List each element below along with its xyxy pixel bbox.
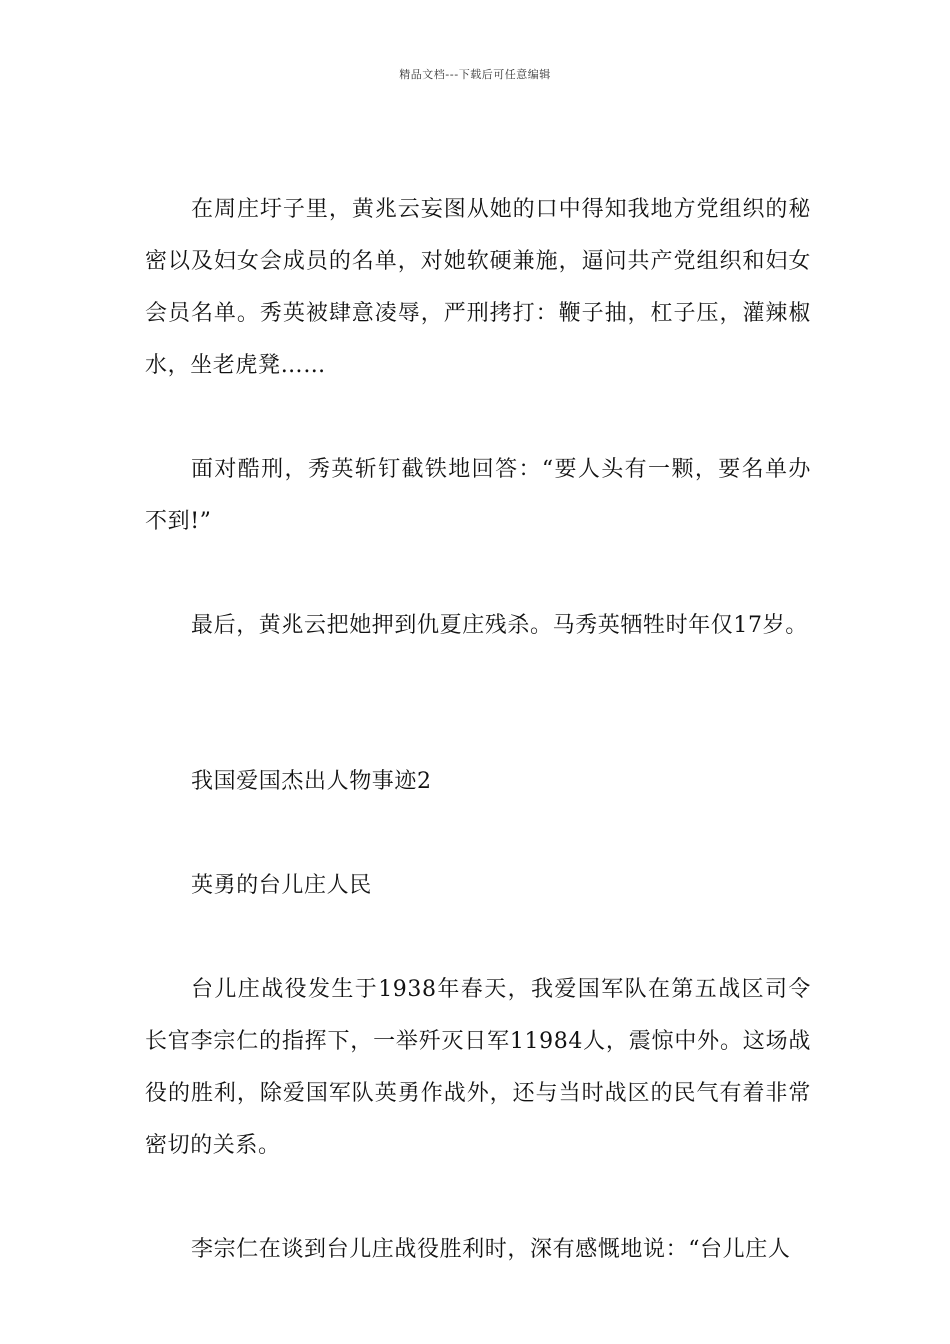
paragraph-gap (145, 808, 811, 860)
paragraph-answer: 面对酷刑，秀英斩钉截铁地回答：“要人头有一颗，要名单办不到!” (145, 457, 811, 534)
paragraph-gap (145, 548, 811, 600)
paragraph-gap (145, 1172, 811, 1224)
section-gap (145, 652, 811, 756)
paragraph-battle: 台儿庄战役发生于1938年春天，我爱国军队在第五战区司令长官李宗仁的指挥下，一举歼灭日军11984人，震惊中外。这场战役的胜利，除爱国军队英勇作战外，还与当时战区的民气有着非常密切的关系。 (145, 977, 811, 1158)
paragraph-gap (145, 912, 811, 964)
paragraph-death: 最后，黄兆云把她押到仇夏庄残杀。马秀英牺牲时年仅17岁。 (191, 613, 808, 638)
page-header: 精品文档---下载后可任意编辑 (399, 68, 551, 81)
paragraph-torture: 在周庄圩子里，黄兆云妄图从她的口中得知我地方党组织的秘密以及妇女会成员的名单，对她软硬兼施，逼问共产党组织和妇女会员名单。秀英被肆意凌辱，严刑拷打：鞭子抽，杠子压，灌辣椒水，坐老虎凳…… (145, 197, 811, 378)
paragraph-gap (145, 392, 811, 444)
section-heading: 我国爱国杰出人物事迹2 (191, 769, 432, 794)
paragraph-quote: 李宗仁在谈到台儿庄战役胜利时，深有感慨地说：“台儿庄人 (191, 1237, 791, 1262)
document-body (145, 184, 811, 1276)
section-subheading: 英勇的台儿庄人民 (191, 873, 372, 898)
